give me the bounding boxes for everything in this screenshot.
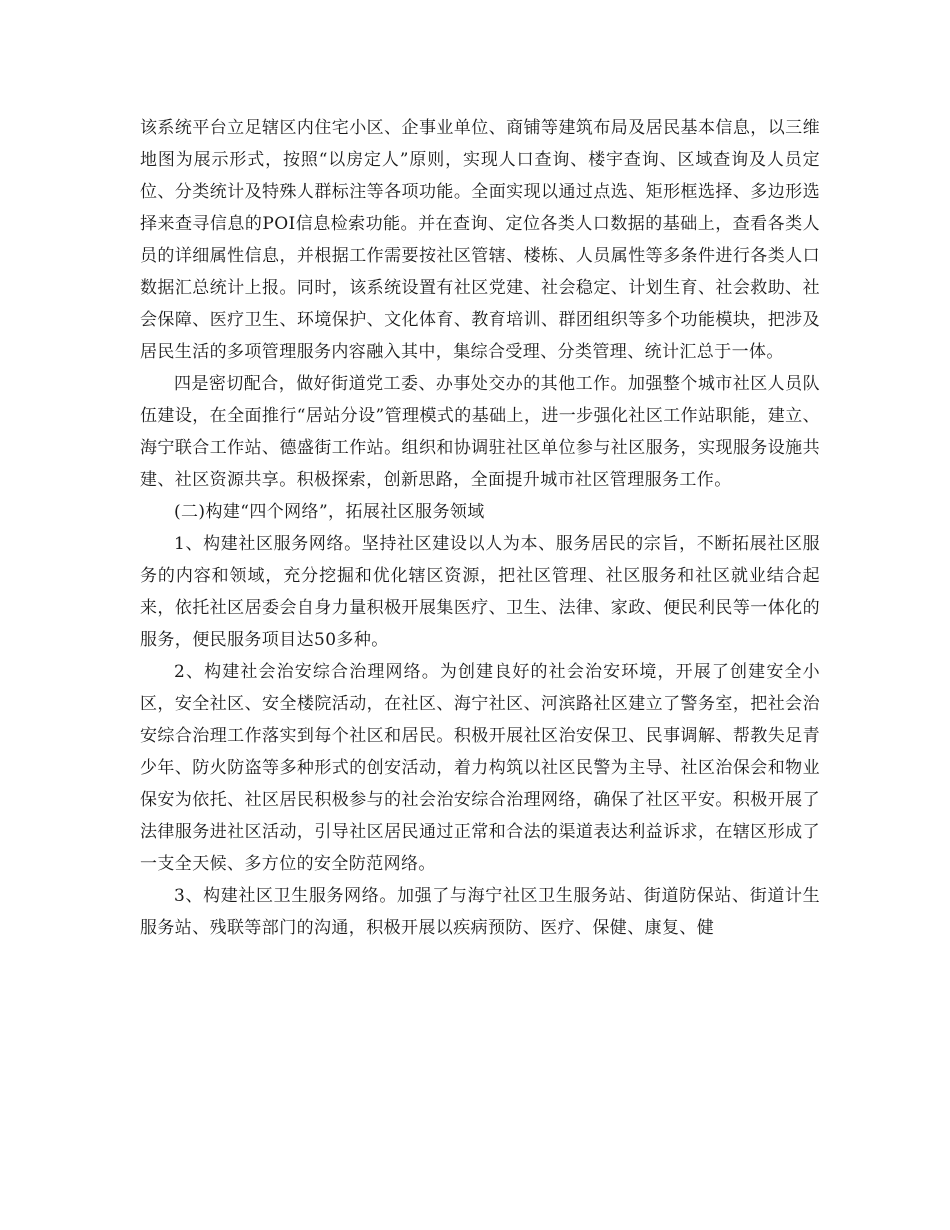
paragraph-fourth-point: 四是密切配合，做好街道党工委、办事处交办的其他工作。加强整个城市社区人员队伍建设，在全面推行“居站分设”管理模式的基础上，进一步强化社区工作站职能，建立、海宁联合工作站、德盛街工作站。组织和协调驻社区单位参与社区服务，实现服务设施共建、社区资源共享。积极探索，创新思路，全面提升城市社区管理服务工作。 bbox=[140, 374, 820, 490]
document-body bbox=[140, 112, 820, 944]
paragraph-public-security-network: 2、构建社会治安综合治理网络。为创建良好的社会治安环境，开展了创建安全小区，安全社区、安全楼院活动，在社区、海宁社区、河滨路社区建立了警务室，把社会治安综合治理工作落实到每个社区和居民。积极开展社区治安保卫、民事调解、帮教失足青少年、防火防盗等多种形式的创安活动，着力构筑以社区民警为主导、社区治保会和物业保安为依托、社区居民积极参与的社会治安综合治理网络，确保了社区平安。积极开展了法律服务进社区活动，引导社区居民通过正常和合法的渠道表达利益诉求，在辖区形成了一支全天候、多方位的安全防范网络。 bbox=[140, 662, 820, 874]
paragraph-system-platform: 该系统平台立足辖区内住宅小区、企事业单位、商铺等建筑布局及居民基本信息，以三维地图为展示形式，按照“以房定人”原则，实现人口查询、楼宇查询、区域查询及人员定位、分类统计及特殊人群标注等各项功能。全面实现以通过点选、矩形框选择、多边形选择来查寻信息的POI信息检索功能。并在查询、定位各类人口数据的基础上，查看各类人员的详细属性信息，并根据工作需要按社区管辖、楼栋、人员属性等多条件进行各类人口数据汇总统计上报。同时，该系统设置有社区党建、社会稳定、计划生育、社会救助、社会保障、医疗卫生、环境保护、文化体育、教育培训、群团组织等多个功能模块，把涉及居民生活的多项管理服务内容融入其中，集综合受理、分类管理、统计汇总于一体。 bbox=[140, 118, 820, 362]
paragraph-health-service-network: 3、构建社区卫生服务网络。加强了与海宁社区卫生服务站、街道防保站、街道计生服务站、残联等部门的沟通，积极开展以疾病预防、医疗、保健、康复、健 bbox=[140, 886, 820, 938]
section-heading-four-networks: (二)构建“四个网络”，拓展社区服务领域 bbox=[174, 502, 485, 522]
paragraph-community-service-network: 1、构建社区服务网络。坚持社区建设以人为本、服务居民的宗旨，不断拓展社区服务的内容和领域，充分挖掘和优化辖区资源，把社区管理、社区服务和社区就业结合起来，依托社区居委会自身力量积极开展集医疗、卫生、法律、家政、便民利民等一体化的服务，便民服务项目达50多种。 bbox=[140, 534, 820, 650]
